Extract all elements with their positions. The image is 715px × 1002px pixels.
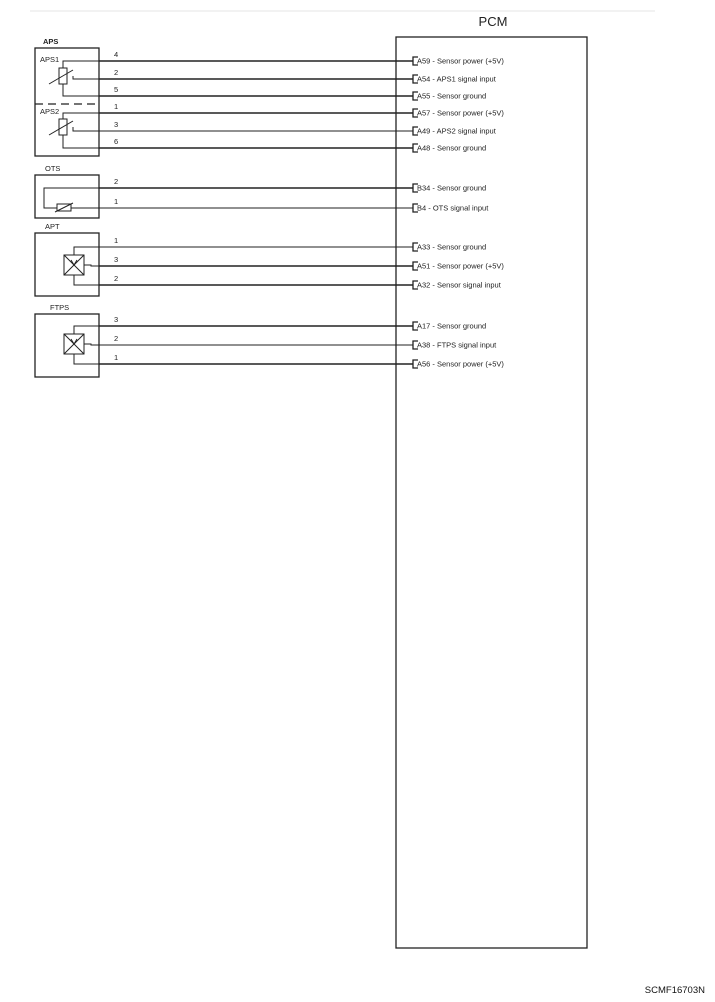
potentiometer-icon	[49, 61, 99, 96]
ots-box	[35, 175, 99, 218]
pin-number: 3	[114, 315, 119, 324]
wire	[99, 274, 502, 290]
wire	[99, 177, 486, 193]
apt-label: APT	[45, 222, 60, 231]
aps-component	[35, 37, 99, 156]
wire	[99, 197, 489, 213]
wire	[99, 50, 504, 66]
pcm-terminal-label: A59 - Sensor power (+5V)	[417, 56, 504, 66]
pin-number: 5	[114, 85, 119, 94]
pcm-terminal-label: A33 - Sensor ground	[417, 242, 487, 252]
apt-component	[35, 222, 99, 296]
pcm-terminal-label: A49 - APS2 signal input	[417, 126, 496, 136]
pcm-terminal-label: A48 - Sensor ground	[417, 143, 487, 153]
wire	[99, 68, 497, 84]
aps-box	[35, 48, 99, 156]
pin-number: 4	[114, 50, 119, 59]
pcm-terminal-label: B34 - Sensor ground	[417, 183, 487, 193]
ftps-box	[35, 314, 99, 377]
pcm-terminal-label: A55 - Sensor ground	[417, 91, 487, 101]
pressure-sensor-icon	[64, 326, 99, 364]
pin-number: 2	[114, 68, 119, 77]
thermistor-icon	[44, 188, 99, 212]
aps-label: APS	[43, 37, 59, 46]
pin-number: 3	[114, 120, 119, 129]
wire	[99, 255, 504, 271]
pcm-terminal-label: A51 - Sensor power (+5V)	[417, 261, 504, 271]
wires	[99, 50, 504, 369]
ots-component	[35, 164, 99, 218]
aps2-label: APS2	[40, 107, 60, 116]
pcm-terminal-label: A17 - Sensor ground	[417, 321, 487, 331]
wire	[99, 315, 486, 331]
pressure-sensor-icon	[64, 247, 99, 285]
pcm-terminal-label: B4 - OTS signal input	[417, 203, 489, 213]
pcm-terminal-label: A57 - Sensor power (+5V)	[417, 108, 504, 118]
pcm-label: PCM	[478, 14, 508, 29]
wire	[99, 236, 486, 252]
ftps-component	[35, 303, 99, 377]
pcm-terminal-label: A56 - Sensor power (+5V)	[417, 359, 504, 369]
wire	[99, 120, 497, 136]
pin-number: 6	[114, 137, 119, 146]
pin-number: 1	[114, 353, 119, 362]
pin-number: 2	[114, 274, 119, 283]
pin-number: 1	[114, 236, 119, 245]
ftps-label: FTPS	[50, 303, 70, 312]
pin-number: 1	[114, 102, 119, 111]
wire	[99, 334, 497, 350]
aps1-label: APS1	[40, 55, 60, 64]
pin-number: 2	[114, 334, 119, 343]
pcm-terminal-label: A32 - Sensor signal input	[417, 280, 501, 290]
wire	[99, 102, 504, 118]
pin-number: 1	[114, 197, 119, 206]
potentiometer-icon	[49, 113, 99, 148]
wire	[99, 353, 504, 369]
pcm-terminal-label: A54 - APS1 signal input	[417, 74, 496, 84]
pin-number: 2	[114, 177, 119, 186]
figure-code: SCMF16703N	[644, 985, 705, 996]
wire	[99, 137, 486, 153]
pcm-terminal-label: A38 - FTPS signal input	[417, 340, 497, 350]
ots-label: OTS	[45, 164, 61, 173]
pin-number: 3	[114, 255, 119, 264]
wire	[99, 85, 486, 101]
pcm-box	[396, 37, 587, 948]
